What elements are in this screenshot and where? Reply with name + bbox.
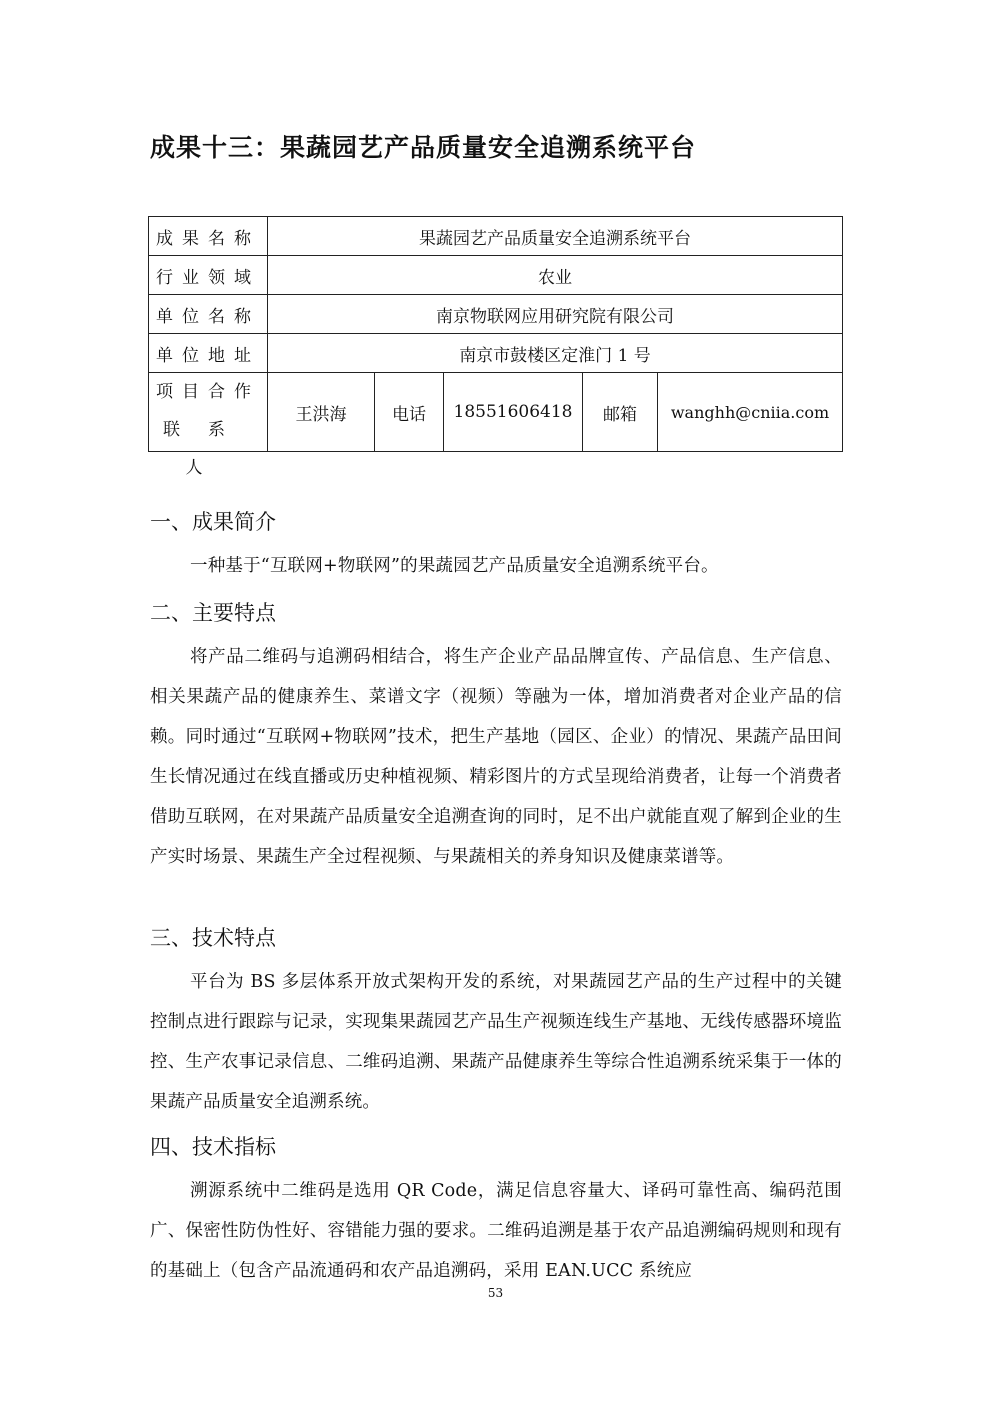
contact-label (149, 373, 268, 478)
row-label: 成果名称 (149, 217, 268, 256)
section-text-intro: 一种基于“互联网+物联网”的果蔬园艺产品质量安全追溯系统平台。 (190, 556, 719, 576)
email-address: wanghh@cniia.com (658, 373, 843, 452)
row-value: 果蔬园艺产品质量安全追溯系统平台 (268, 217, 843, 256)
page-number: 53 (487, 1286, 504, 1300)
contact-label-line1: 项目合作 (156, 382, 260, 402)
row-label: 单位名称 (149, 295, 268, 334)
row-value: 南京物联网应用研究院有限公司 (268, 295, 843, 334)
email-label: 邮箱 (583, 373, 658, 452)
table-row (149, 217, 843, 256)
contact-label-line2: 联系人 (163, 420, 253, 478)
section-text-tech: 平台为 BS 多层体系开放式架构开发的系统，对果蔬园艺产品的生产过程中的关键控制点进行跟踪与记录，实现集果蔬园艺产品生产视频连线生产基地、无线传感器环境监控、生产农事记录信息、二维码追溯、果蔬产品健康养生等综合性追溯系统采集于一体的果蔬产品质量安全追溯系统。 (150, 972, 842, 1112)
section-heading-features: 二、主要特点 (150, 601, 276, 625)
row-label: 行业领域 (149, 256, 268, 295)
page-title: 成果十三：果蔬园艺产品质量安全追溯系统平台 (150, 133, 697, 162)
row-label: 单位地址 (149, 334, 268, 373)
section-heading-tech: 三、技术特点 (150, 926, 276, 950)
row-value: 农业 (268, 256, 843, 295)
section-text-features: 将产品二维码与追溯码相结合，将生产企业产品品牌宣传、产品信息、生产信息、相关果蔬产品的健康养生、菜谱文字（视频）等融为一体，增加消费者对企业产品的信赖。同时通过“互联网+物联网”技术，把生产基地（园区、企业）的情况、果蔬产品田间生长情况通过在线直播或历史种植视频、精彩图片的方式呈现给消费者，让每一个消费者借助互联网，在对果蔬产品质量安全追溯查询的同时，足不出户就能直观了解到企业的生产实时场景、果蔬生产全过程视频、与果蔬相关的养身知识及健康菜谱等。 (150, 647, 842, 867)
info-table (148, 216, 843, 478)
section-heading-specs: 四、技术指标 (150, 1135, 276, 1159)
contact-name: 王洪海 (268, 373, 375, 452)
row-value: 南京市鼓楼区定淮门 1 号 (268, 334, 843, 373)
phone-number: 18551606418 (444, 373, 583, 452)
section-text-specs: 溯源系统中二维码是选用 QR Code，满足信息容量大、译码可靠性高、编码范围广、保密性防伪性好、容错能力强的要求。二维码追溯是基于农产品追溯编码规则和现有的基础上（包含产品流通码和农产品追溯码，采用 EAN.UCC 系统应 (150, 1181, 842, 1281)
table-row (149, 256, 843, 295)
section-heading-intro: 一、成果简介 (150, 510, 276, 534)
table-row (149, 334, 843, 373)
table-row (149, 295, 843, 334)
contact-row (149, 373, 843, 452)
phone-label: 电话 (375, 373, 444, 452)
